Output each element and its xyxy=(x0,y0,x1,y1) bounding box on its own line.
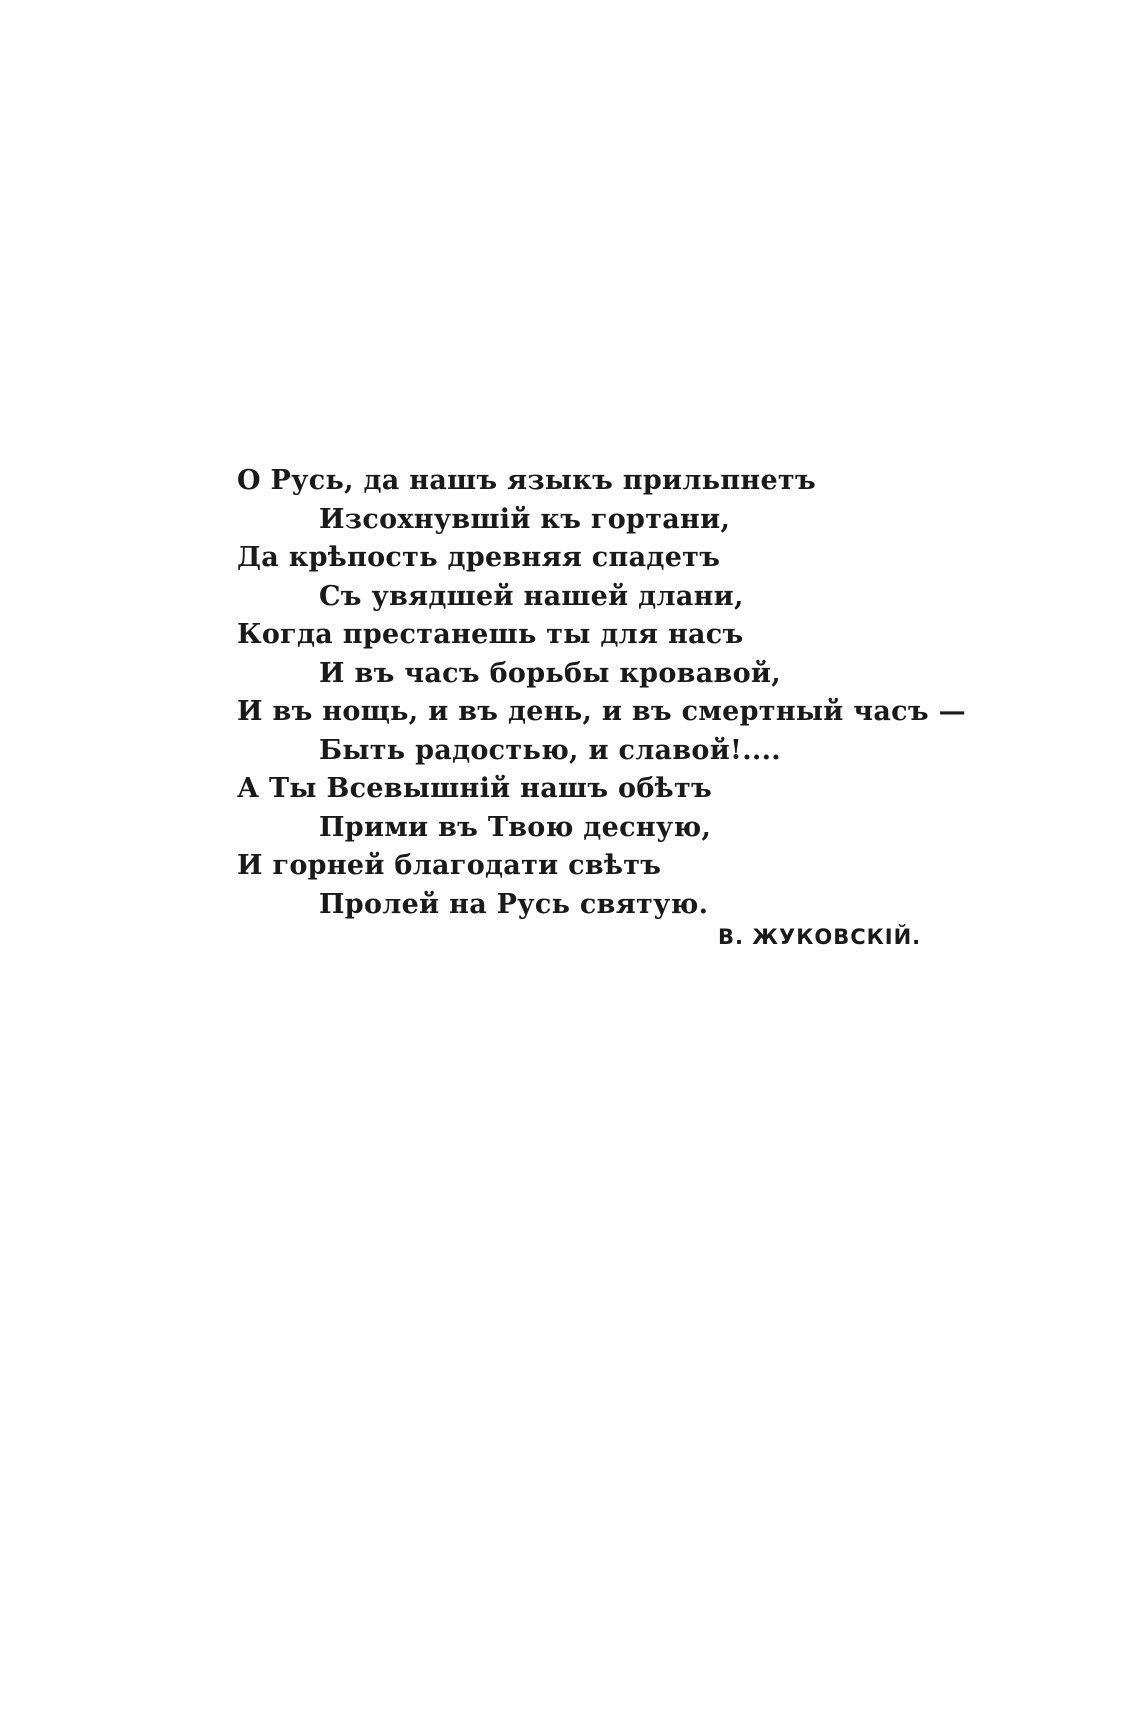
poem-line: Съ увядшей нашей длани, xyxy=(319,580,744,612)
author-signature: В. ЖУКОВСКІЙ. xyxy=(718,925,922,949)
poem-line: И горней благодати свѣтъ xyxy=(237,850,662,881)
poem-line: Да крѣпость древняя спадетъ xyxy=(237,542,721,573)
poem-line: И въ часъ борьбы кровавой, xyxy=(319,657,781,689)
poem-line: А Ты Всевышній нашъ обѣтъ xyxy=(237,773,713,804)
poem-line: И въ нощь, и въ день, и въ смертный часъ — xyxy=(237,696,966,727)
poem-line: Быть радостью, и славой!.... xyxy=(319,734,781,766)
poem-line: Пролей на Русь святую. xyxy=(319,888,709,920)
poem-line: Когда престанешь ты для насъ xyxy=(237,619,744,650)
poem-line: Изсохнувшій къ гортани, xyxy=(319,503,731,535)
poem-line: О Русь, да нашъ языкъ прильпнетъ xyxy=(237,465,816,496)
poem xyxy=(237,462,966,924)
poem-line: Прими въ Твою десную, xyxy=(319,811,712,843)
